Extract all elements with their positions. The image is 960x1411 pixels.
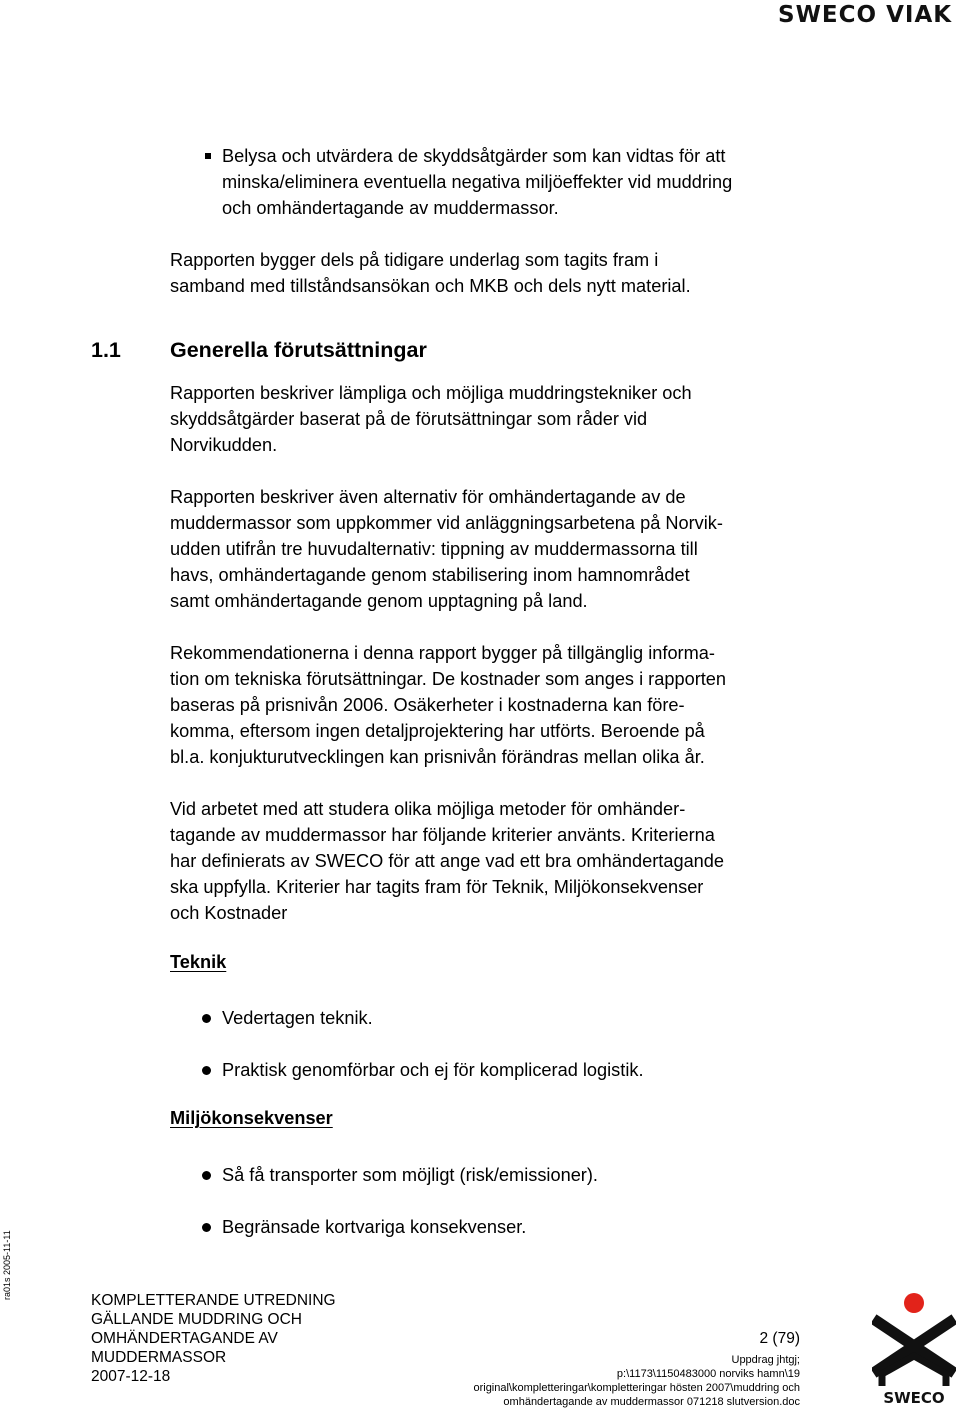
paragraph (170, 380, 692, 458)
text-line: Belysa och utvärdera de skyddsåtgärder som kan vidtas för att (222, 146, 726, 166)
paragraph (170, 484, 723, 614)
section-title: Generella förutsättningar (170, 338, 427, 362)
intro-paragraph (170, 247, 691, 299)
text-line: Rapporten beskriver även alternativ för omhändertagande av de (170, 487, 686, 507)
section-number: 1.1 (91, 338, 121, 362)
footer-title-block (91, 1291, 336, 1386)
text-line: baseras på prisnivån 2006. Osäkerheter i kostnaderna kan före- (170, 695, 685, 715)
file-path-line: p:\1173\1150483000 norviks hamn\19 (616, 1368, 800, 1380)
text-line: Rapporten beskriver lämpliga och möjliga muddringstekniker och (170, 383, 692, 403)
criteria-item: Vedertagen teknik. (222, 1008, 373, 1028)
text-line: och Kostnader (170, 903, 288, 923)
criteria-heading-teknik: Teknik (170, 952, 227, 972)
text-line: Rapporten bygger dels på tidigare underlag som tagits fram i (170, 250, 659, 270)
criteria-item: Så få transporter som möjligt (risk/emissioner). (222, 1165, 598, 1185)
sweco-logo (872, 1290, 956, 1406)
text-line: samt omhändertagande genom upptagning på land. (170, 591, 588, 611)
sweco-logo-text: SWECO (883, 1389, 945, 1406)
text-line: bl.a. konjukturutvecklingen kan prisnivån förändras mellan olika år. (170, 747, 705, 767)
paragraph (170, 796, 724, 926)
file-path-line: original\kompletteringar\kompletteringar hösten 2007\muddring och (473, 1382, 800, 1394)
text-line: Rekommendationerna i denna rapport bygger på tillgänglig informa- (170, 643, 715, 663)
footer-line: KOMPLETTERANDE UTREDNING (91, 1292, 336, 1309)
text-line: tagande av muddermassor har följande kriterier använts. Kriterierna (170, 825, 715, 845)
text-line: Norvikudden. (170, 435, 278, 455)
sweco-viak-brand: SWECO VIAK (778, 2, 953, 28)
round-bullet-icon (202, 1014, 211, 1023)
intro-bullet-text (222, 143, 732, 221)
square-bullet-icon (205, 153, 211, 159)
criteria-item: Praktisk genomförbar och ej för komplicerad logistik. (222, 1060, 644, 1080)
text-line: skyddsåtgärder baserat på de förutsättningar som råder vid (170, 409, 648, 429)
sweco-logo-icon (872, 1290, 956, 1406)
criteria-heading-miljo: Miljökonsekvenser (170, 1108, 333, 1128)
paragraph (170, 640, 726, 770)
text-line: tion om tekniska förutsättningar. De kostnader som anges i rapporten (170, 669, 727, 689)
page-number: 2 (79) (759, 1330, 800, 1347)
text-line: muddermassor som uppkommer vid anläggningsarbetena på Norvik- (170, 513, 723, 533)
round-bullet-icon (202, 1223, 211, 1232)
footer-line: GÄLLANDE MUDDRING OCH (91, 1311, 302, 1328)
text-line: har definierats av SWECO för att ange vad ett bra omhändertagande (170, 851, 725, 871)
form-code: ra01s 2005-11-11 (2, 1230, 12, 1300)
footer-line: OMHÄNDERTAGANDE AV (91, 1330, 278, 1347)
file-path (473, 1367, 800, 1409)
assignment-label: Uppdrag jhtgj; (731, 1354, 800, 1366)
file-path-line: omhändertagande av muddermassor 071218 slutversion.doc (503, 1396, 800, 1408)
footer-line: MUDDERMASSOR (91, 1349, 227, 1366)
round-bullet-icon (202, 1171, 211, 1180)
text-line: minska/eliminera eventuella negativa miljöeffekter vid muddring (222, 172, 733, 192)
text-line: ska uppfylla. Kriterier har tagits fram för Teknik, Miljökonsekvenser (170, 877, 704, 897)
text-line: komma, eftersom ingen detaljprojektering har utförts. Beroende på (170, 721, 705, 741)
criteria-item: Begränsade kortvariga konsekvenser. (222, 1217, 527, 1237)
text-line: och omhändertagande av muddermassor. (222, 198, 559, 218)
text-line: udden utifrån tre huvudalternativ: tippning av muddermassorna till (170, 539, 698, 559)
text-line: Vid arbetet med att studera olika möjliga metoder för omhänder- (170, 799, 686, 819)
round-bullet-icon (202, 1066, 211, 1075)
text-line: samband med tillståndsansökan och MKB och dels nytt material. (170, 276, 691, 296)
text-line: havs, omhändertagande genom stabilisering inom hamnområdet (170, 565, 690, 585)
footer-line: 2007-12-18 (91, 1368, 171, 1385)
